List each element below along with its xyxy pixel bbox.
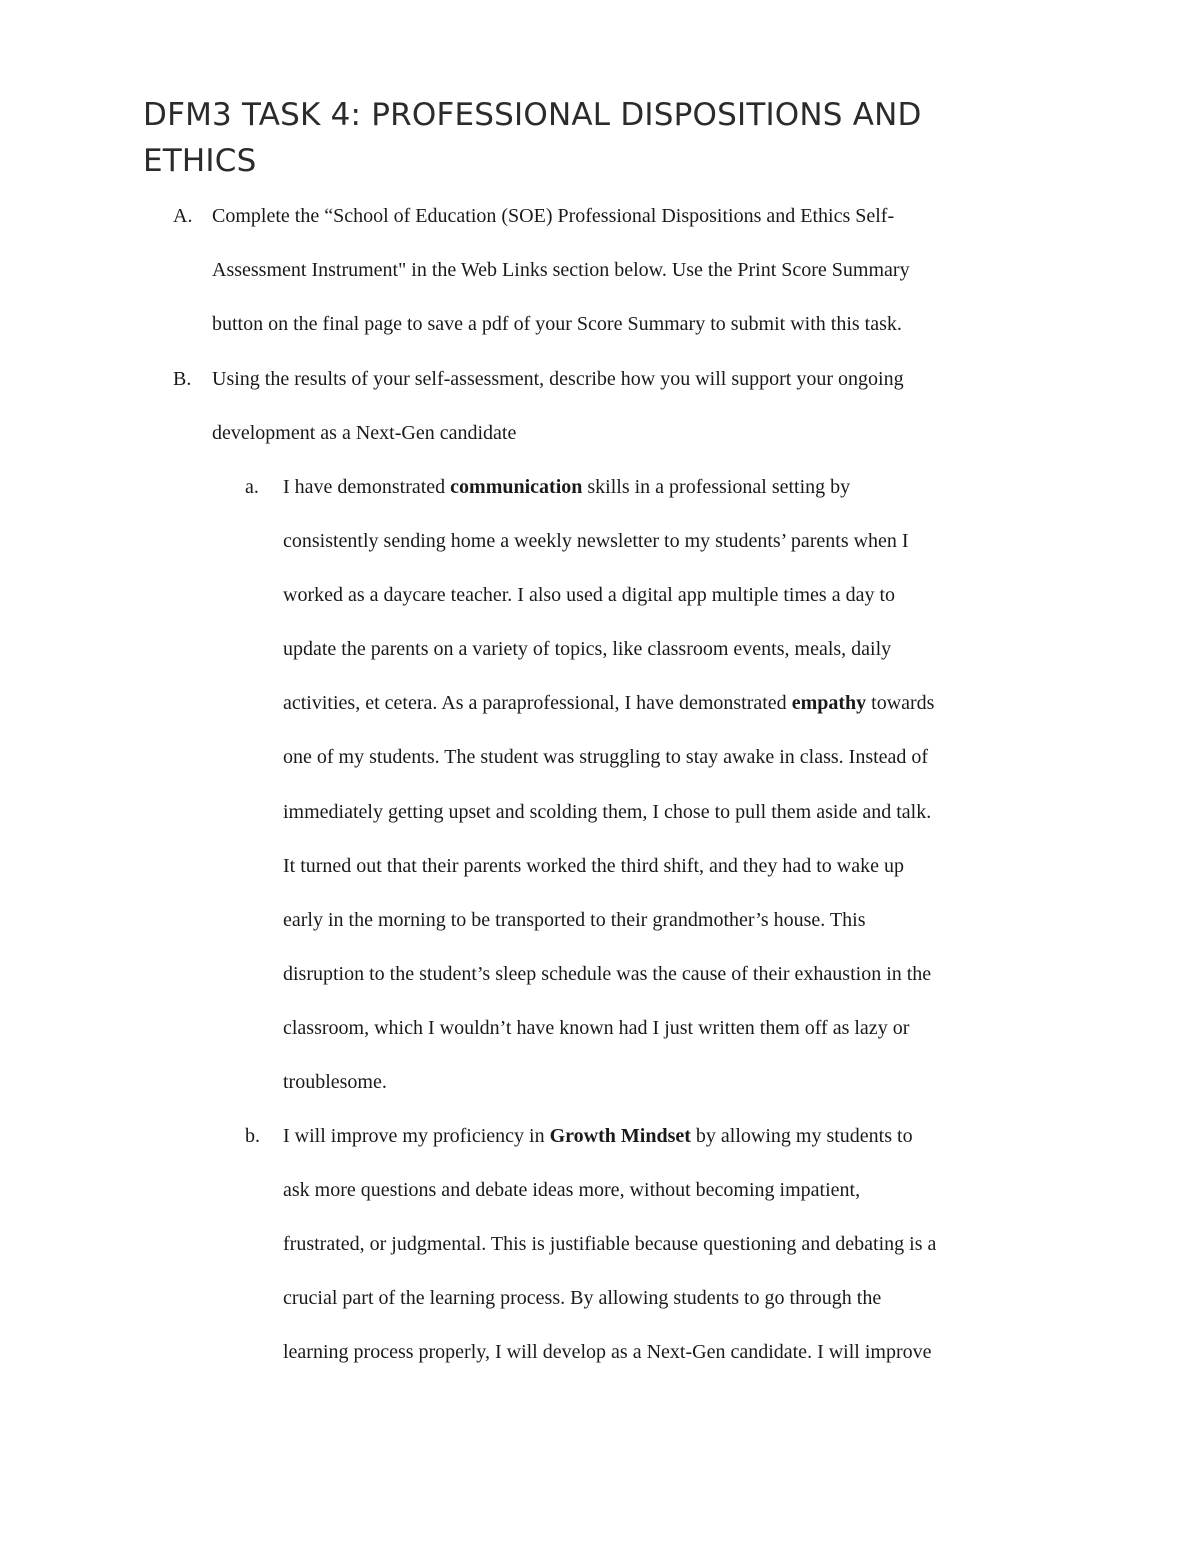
bold-term-empathy: empathy [791, 692, 867, 715]
sub-a-line-3: worked as a daycare teacher. I also used a digital app multiple times a day to [283, 584, 896, 607]
sub-a-line-2: consistently sending home a weekly newsletter to my students’ parents when I [283, 530, 909, 553]
sub-a-line-4: update the parents on a variety of topics, like classroom events, meals, daily [283, 638, 892, 661]
sub-b-text-2: by allowing my students to [690, 1125, 913, 1147]
bold-term-communication: communication [450, 476, 583, 498]
item-b-line-2: development as a Next-Gen candidate [212, 422, 517, 445]
sub-b-line-5: learning process properly, I will develop as a Next-Gen candidate. I will improve [283, 1341, 932, 1364]
sub-a-line-5-end: towards [866, 692, 935, 715]
list-marker-a: A. [173, 205, 193, 227]
sub-a-line-5 [283, 676, 1063, 730]
document-title: DFM3 TASK 4: PROFESSIONAL DISPOSITIONS AND ETHICS [143, 97, 922, 179]
sub-list-marker-b: b. [245, 1125, 260, 1147]
sub-a-line-10: disruption to the student’s sleep schedule was the cause of their exhaustion in the [283, 962, 932, 985]
sub-b-line-2: ask more questions and debate ideas more, without becoming impatient, [283, 1179, 861, 1202]
sub-list-marker-a: a. [245, 476, 259, 498]
sub-list-item-a [283, 460, 1063, 1109]
bold-term-growth-mindset: Growth Mindset [549, 1125, 691, 1147]
sub-a-line-9: early in the morning to be transported to their grandmother’s house. This [283, 908, 866, 931]
sub-b-text-1: I will improve my proficiency in [283, 1125, 550, 1147]
sub-a-text-1: I have demonstrated [283, 476, 451, 498]
sub-a-line-8: It turned out that their parents worked the third shift, and they had to wake up [283, 854, 904, 877]
sub-a-line-5-text: activities, et cetera. As a paraprofessional, I have demonstrated [283, 692, 792, 715]
sub-a-line-7: immediately getting upset and scolding them, I chose to pull them aside and talk. [283, 800, 932, 823]
sub-a-line-12: troublesome. [283, 1071, 387, 1094]
sub-b-line-1 [283, 1109, 1063, 1163]
sub-a-line-11: classroom, which I wouldn’t have known had I just written them off as lazy or [283, 1016, 910, 1039]
sub-b-line-4: crucial part of the learning process. By allowing students to go through the [283, 1287, 882, 1310]
sub-list-item-b [283, 1109, 1063, 1379]
item-a-line-3: button on the final page to save a pdf of your Score Summary to submit with this task. [212, 313, 902, 336]
item-b-line-1: Using the results of your self-assessment, describe how you will support your ongoing [212, 368, 904, 390]
sub-a-line-1 [283, 460, 1063, 514]
item-a-line-1: Complete the “School of Education (SOE) Professional Dispositions and Ethics Self- [212, 205, 895, 227]
sub-a-text-2: skills in a professional setting by [582, 476, 851, 498]
item-a-line-2: Assessment Instrument" in the Web Links section below. Use the Print Score Summary [212, 259, 910, 282]
sub-a-line-6: one of my students. The student was struggling to stay awake in class. Instead of [283, 746, 929, 769]
sub-b-line-3: frustrated, or judgmental. This is justifiable because questioning and debating is a [283, 1233, 937, 1256]
list-marker-b: B. [173, 368, 192, 390]
list-item-b [212, 352, 1072, 460]
list-item-a [212, 189, 1072, 351]
